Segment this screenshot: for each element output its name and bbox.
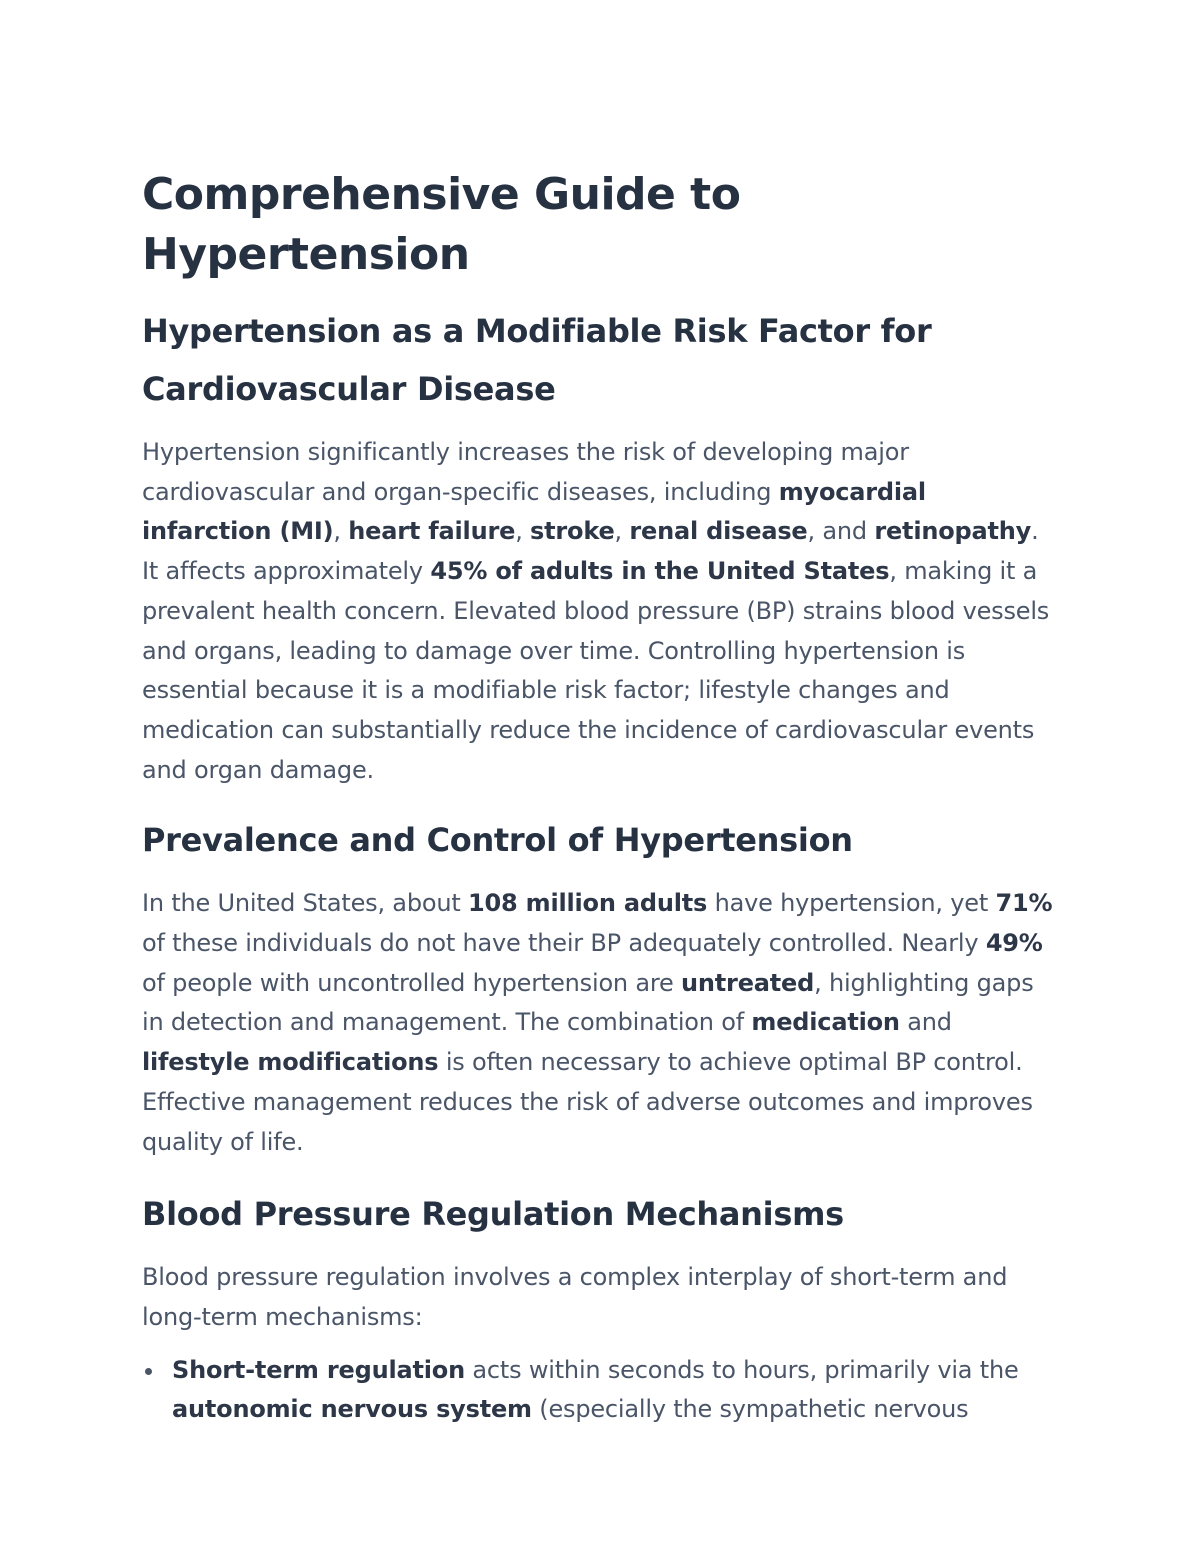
bullet-list-regulation [142,1351,1062,1430]
bold-text-untreated: untreated [681,968,815,997]
paragraph-prevalence [142,884,1062,1162]
text-run: , [515,517,531,546]
text-run: acts within seconds to hours, primarily via the [464,1355,1019,1384]
bold-text-71-percent: 71% [995,889,1053,918]
text-run: , and [807,517,875,546]
bold-text-myocardial-infarction: myocardial infarction (MI) [142,477,926,546]
bold-text-stroke: stroke [530,517,615,546]
bold-text-49-percent: 49% [985,929,1043,958]
document-title: Comprehensive Guide to Hypertension [142,169,741,280]
document-page [142,165,1062,1430]
bold-text-heart-failure: heart failure [348,517,516,546]
bold-text-108-million: 108 million adults [467,889,708,918]
text-run: of these individuals do not have their BP adequately controlled. Nearly [142,929,986,958]
text-run: , [333,517,349,546]
paragraph-risk-factor [142,433,1062,790]
bold-text-renal-disease: renal disease [629,517,808,546]
text-run: Hypertension significantly increases the risk of developing major cardiovascular and organ-specific diseases, including [142,438,909,506]
bullet-text [172,1356,1019,1424]
list-item [142,1351,1062,1430]
text-run: (especially the sympathetic nervous [531,1395,969,1424]
text-run: . It affects approximately [142,517,1039,586]
bold-text-lifestyle-modifications: lifestyle modifications [142,1048,439,1077]
bold-text-short-term-regulation: Short-term regulation [172,1355,465,1384]
section-heading-regulation: Blood Pressure Regulation Mechanisms [142,1195,844,1234]
text-run: In the United States, about [142,889,468,918]
section-heading-prevalence: Prevalence and Control of Hypertension [142,821,853,860]
text-run: of people with uncontrolled hypertension are [142,968,682,997]
text-run: , highlighting gaps in detection and management. The combination of [142,968,1034,1037]
bold-text-prevalence-percent: 45% of adults in the United States [430,557,890,586]
text-run: and [899,1008,952,1037]
text-run: is often necessary to achieve optimal BP control. Effective management reduces the risk of adverse outcomes and improves quality of life. [142,1048,1033,1156]
paragraph-regulation [142,1258,1062,1337]
text-run: have hypertension, yet [707,889,996,918]
bold-text-autonomic-nervous-system: autonomic nervous system [172,1395,532,1424]
bullet-dot-icon [145,1368,152,1375]
section-heading-risk-factor: Hypertension as a Modifiable Risk Factor for Cardiovascular Disease [142,312,932,408]
bold-text-retinopathy: retinopathy [874,517,1032,546]
text-run: , [614,517,630,546]
text-run: , making it a prevalent health concern. Elevated blood pressure (BP) strains blood vessels and organs, leading to damage over time. Controlling hypertension is essential because it is a modifiable risk factor; lifestyle changes and medication can substantially reduce the incidence of cardiovascular events and organ damage. [142,557,1050,784]
bold-text-medication: medication [751,1008,900,1037]
text-run: Blood pressure regulation involves a complex interplay of short-term and long-term mechanisms: [142,1263,1008,1331]
